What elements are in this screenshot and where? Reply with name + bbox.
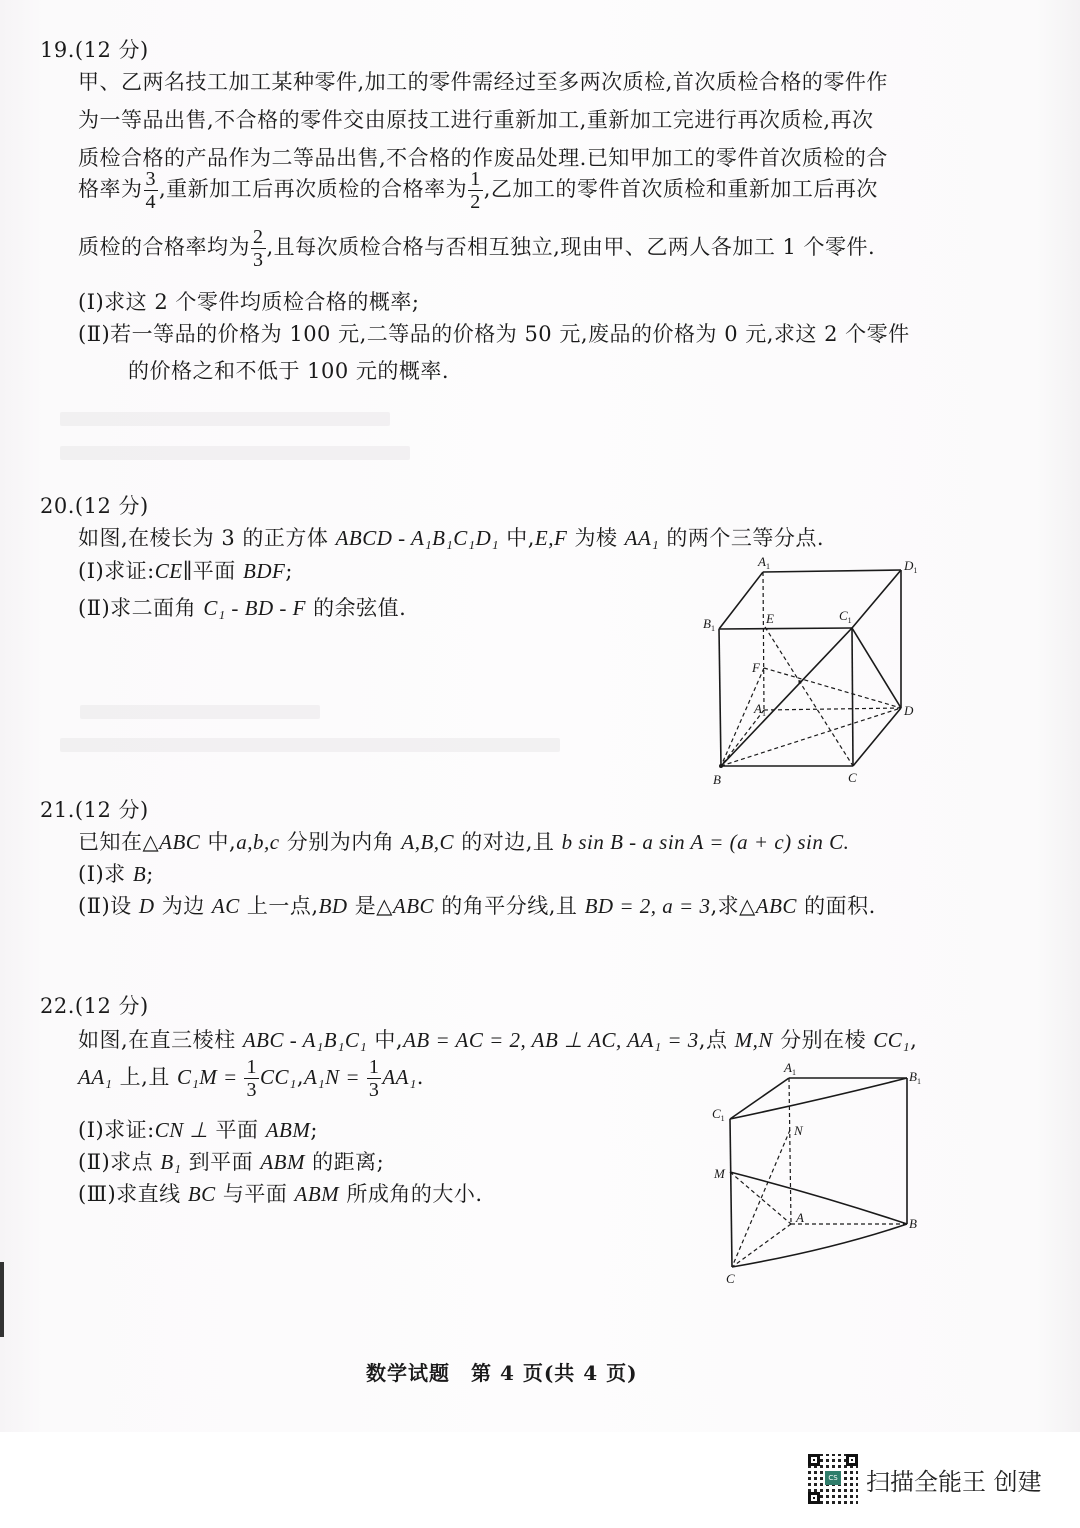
svg-text:A: A — [796, 1210, 804, 1225]
fraction: $\frac{2}{3}$ — [253, 226, 264, 271]
question-text-line: 格率为 $\frac{3}{4}$ ,重新加工后再次质检的合格率为 $\frac{1}{2}$ ,乙加工的零件首次质检和重新加工后再次 — [78, 168, 878, 213]
svg-text:D1: $D_1$ — [904, 558, 918, 575]
sub-question-2-cont: 的价格之和不低于 100 元的概率. — [128, 359, 450, 383]
sub-question-1: (Ⅰ)求这 2 个零件均质检合格的概率; — [78, 290, 420, 314]
fraction: $\frac{1}{2}$ — [470, 168, 481, 213]
question-header: 20.(12 分) — [40, 494, 149, 518]
svg-text:B: B — [713, 772, 721, 787]
svg-text:E: E — [766, 611, 774, 626]
svg-text:B1: $B_1$ — [703, 616, 715, 633]
question-text-line: 如图,在直三棱柱 ABC - A₁B₁C₁ 中,AB = AC = 2, AB ⊥ AC, AA₁ = 3,点 M,N 分别在棱 CC₁, — [78, 1028, 918, 1052]
svg-text:M: M — [714, 1166, 725, 1181]
question-header — [40, 34, 149, 64]
sub-question-2: (Ⅱ)求点 B₁ 到平面 ABM 的距离; — [78, 1150, 385, 1174]
question-text-line: 甲、乙两名技工加工某种零件,加工的零件需经过至多两次质检,首次质检合格的零件作 — [78, 70, 888, 94]
fraction: $\frac{3}{4}$ — [145, 168, 156, 213]
question-points: (12 分) — [74, 38, 149, 62]
svg-text:A1: $A_1$ — [758, 554, 770, 571]
question-number: 19. — [40, 38, 75, 62]
question-text-line: 如图,在棱长为 3 的正方体 ABCD - A₁B₁C₁D₁ 中,E,F 为棱 AA₁ 的两个三等分点. — [78, 526, 824, 550]
svg-text:N: N — [794, 1123, 803, 1138]
svg-text:A1: $A_1$ — [754, 701, 766, 718]
bleed-through-text — [60, 738, 560, 752]
bleed-through-text — [80, 705, 320, 719]
bleed-through-text — [60, 446, 410, 460]
sub-question-1: (Ⅰ)求证:CE∥平面 BDF; — [78, 559, 293, 583]
question-text-line: 质检的合格率均为 $\frac{2}{3}$ ,且每次质检合格与否相互独立,现由甲、乙两人各加工 1 个零件. — [78, 226, 876, 271]
question-text-line: AA₁ 上,且 C₁M = $\frac{1}{3}$ CC₁,A₁N = $\frac{1}{3}$ AA₁. — [78, 1056, 424, 1101]
svg-text:B: B — [909, 1216, 917, 1231]
fraction: $\frac{1}{3}$ — [368, 1056, 380, 1101]
bleed-through-text — [60, 412, 390, 426]
page-footer: 数学试题 第 4 页(共 4 页) — [366, 1361, 638, 1385]
svg-text:B1: $B_1$ — [909, 1069, 921, 1086]
scan-edge-shadow — [0, 1262, 4, 1337]
svg-text:F: F — [752, 660, 760, 675]
qr-code-icon: CS — [808, 1454, 858, 1504]
svg-text:C1: $C_1$ — [712, 1106, 725, 1123]
sub-question-2: (Ⅱ)若一等品的价格为 100 元,二等品的价格为 50 元,废品的价格为 0 元,求这 2 个零件 — [78, 322, 910, 346]
svg-text:C: C — [848, 770, 857, 785]
svg-text:C1: $C_1$ — [839, 608, 852, 625]
question-header: 22.(12 分) — [40, 994, 149, 1018]
question-text-line: 为一等品出售,不合格的零件交由原技工进行重新加工,重新加工完进行再次质检,再次 — [78, 108, 874, 132]
cube-figure — [690, 545, 940, 795]
sub-question-2: (Ⅱ)设 D 为边 AC 上一点,BD 是△ABC 的角平分线,且 BD = 2, a = 3,求△ABC 的面积. — [78, 894, 876, 918]
sub-question-3: (Ⅲ)求直线 BC 与平面 ABM 所成角的大小. — [78, 1182, 483, 1206]
svg-text:C: C — [726, 1271, 735, 1286]
svg-text:D: D — [904, 703, 914, 718]
sub-question-2: (Ⅱ)求二面角 C₁ - BD - F 的余弦值. — [78, 596, 407, 620]
sub-question-1: (Ⅰ)求证:CN ⊥ 平面 ABM; — [78, 1118, 318, 1142]
fraction: $\frac{1}{3}$ — [246, 1056, 257, 1101]
svg-text:A1: $A_1$ — [784, 1060, 796, 1077]
question-text-line: 质检合格的产品作为二等品出售,不合格的作废品处理.已知甲加工的零件首次质检的合 — [78, 146, 888, 170]
scanner-watermark — [808, 1454, 1042, 1504]
question-text-line: 已知在△ABC 中,a,b,c 分别为内角 A,B,C 的对边,且 b sin B - a sin A = (a + c) sin C. — [78, 830, 850, 854]
prism-figure — [700, 1050, 940, 1290]
watermark-text: 扫描全能王 创建 — [866, 1467, 1042, 1496]
sub-question-1: (Ⅰ)求 B; — [78, 862, 154, 886]
question-header: 21.(12 分) — [40, 798, 149, 822]
